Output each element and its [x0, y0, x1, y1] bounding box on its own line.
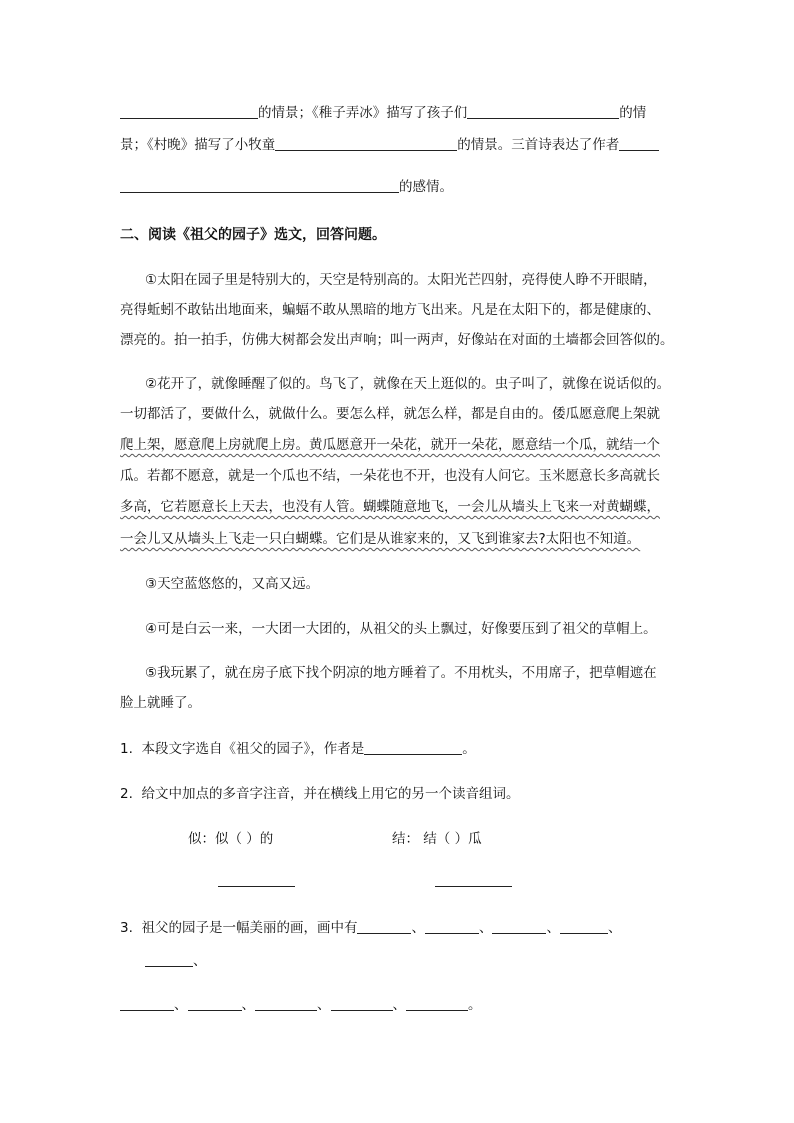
section-heading: 二、阅读《祖父的园子》选文，回答问题。 [120, 227, 386, 243]
passage-line: 脸上就睡了。 [120, 695, 201, 711]
question-3-line-3 [120, 996, 482, 1014]
summary-text: 的感情。 [399, 179, 453, 195]
question-2-item-a: 似：似（ ）的 [188, 831, 274, 847]
separator: 、 [411, 920, 425, 936]
passage-line: 瓜。若都不愿意，就是一个瓜也不结，一朵花也不开，也没有人问它。玉米愿意长多高就长 [120, 468, 660, 484]
answer-blank[interactable] [331, 996, 393, 1011]
question-3 [120, 919, 621, 937]
question-text: 。 [462, 741, 476, 757]
question-3-line-2 [145, 952, 207, 970]
passage-line: ⑤我玩累了，就在房子底下找个阴凉的地方睡着了。不用枕头，不用席子，把草帽遮在 [145, 665, 657, 681]
answer-blank[interactable] [120, 178, 399, 193]
question-1 [120, 740, 476, 758]
passage-line-underlined: 爬上架，愿意爬上房就爬上房。黄瓜愿意开一朵花，就开一朵花，愿意结一个瓜，就结一个 [120, 437, 660, 453]
answer-blank[interactable] [120, 104, 258, 119]
answer-blank[interactable] [619, 136, 659, 151]
question-text: 本段文字选自《祖父的园子》，作者是 [141, 741, 365, 757]
summary-text: 的情景；《稚子弄冰》描写了孩子们 [258, 105, 468, 121]
passage-line-underlined: 多高，它若愿意长上天去，也没有人管。蝴蝶随意地飞，一会儿从墙头上飞来一对黄蝴蝶， [120, 499, 660, 515]
passage-line: ③天空蓝悠悠的，又高又远。 [145, 576, 320, 592]
separator: 、 [546, 920, 560, 936]
passage-line: 漂亮的。拍一拍手，仿佛大树都会发出声响；叫一两声，好像站在对面的土墙都会回答似的。 [120, 332, 674, 348]
passage-line: ①太阳在园子里是特别大的，天空是特别高的。太阳光芒四射，亮得使人睁不开眼睛， [145, 272, 657, 288]
question-2 [120, 785, 519, 803]
passage-line: 一切都活了，要做什么，就做什么。要怎么样，就怎么样，都是自由的。倭瓜愿意爬上架就 [120, 406, 660, 422]
answer-blank[interactable] [357, 919, 411, 934]
question-text: 祖父的园子是一幅美丽的画，画中有 [141, 920, 358, 936]
summary-line-3 [120, 178, 453, 196]
question-text: 给文中加点的多音字注音，并在横线上用它的另一个读音组词。 [141, 786, 520, 802]
answer-blank[interactable] [145, 952, 193, 967]
answer-blank[interactable] [218, 886, 295, 887]
answer-blank[interactable] [425, 919, 479, 934]
separator: 、 [607, 920, 622, 936]
separator: 、 [193, 953, 207, 969]
summary-line-2 [120, 136, 659, 154]
answer-blank[interactable] [364, 740, 462, 755]
answer-blank[interactable] [255, 996, 317, 1011]
summary-text: 的情 [619, 105, 647, 121]
separator: 、 [241, 997, 255, 1013]
answer-blank[interactable] [492, 919, 546, 934]
answer-blank[interactable] [435, 886, 512, 887]
passage-line: 亮得蚯蚓不敢钻出地面来，蝙蝠不敢从黑暗的地方飞出来。凡是在太阳下的，都是健康的、 [120, 302, 660, 318]
separator: 、 [392, 997, 406, 1013]
answer-blank[interactable] [406, 996, 468, 1011]
answer-blank[interactable] [467, 104, 619, 119]
summary-line-1 [120, 104, 646, 122]
separator: 、 [174, 997, 188, 1013]
question-number: 1. [120, 741, 133, 757]
passage-line: ④可是白云一来，一大团一大团的，从祖父的头上飘过，好像要压到了祖父的草帽上。 [145, 621, 657, 637]
passage-line-underlined: 一会儿又从墙头上飞走一只白蝴蝶。它们是从谁家来的，又飞到谁家去?太阳也不知道。 [120, 531, 641, 547]
separator: 、 [317, 997, 331, 1013]
summary-text: 的情景。三首诗表达了作者 [457, 137, 620, 153]
separator: 。 [468, 997, 482, 1013]
question-number: 3. [120, 920, 133, 936]
answer-blank[interactable] [120, 996, 174, 1011]
answer-blank[interactable] [188, 996, 242, 1011]
separator: 、 [478, 920, 493, 936]
answer-blank[interactable] [275, 136, 457, 151]
answer-blank[interactable] [560, 919, 608, 934]
summary-text: 景；《村晚》描写了小牧童 [120, 137, 276, 153]
passage-line: ②花开了，就像睡醒了似的。鸟飞了，就像在天上逛似的。虫子叫了，就像在说话似的。 [145, 376, 671, 392]
question-number: 2. [120, 786, 133, 802]
question-2-item-b: 结： 结（ ）瓜 [392, 831, 482, 847]
